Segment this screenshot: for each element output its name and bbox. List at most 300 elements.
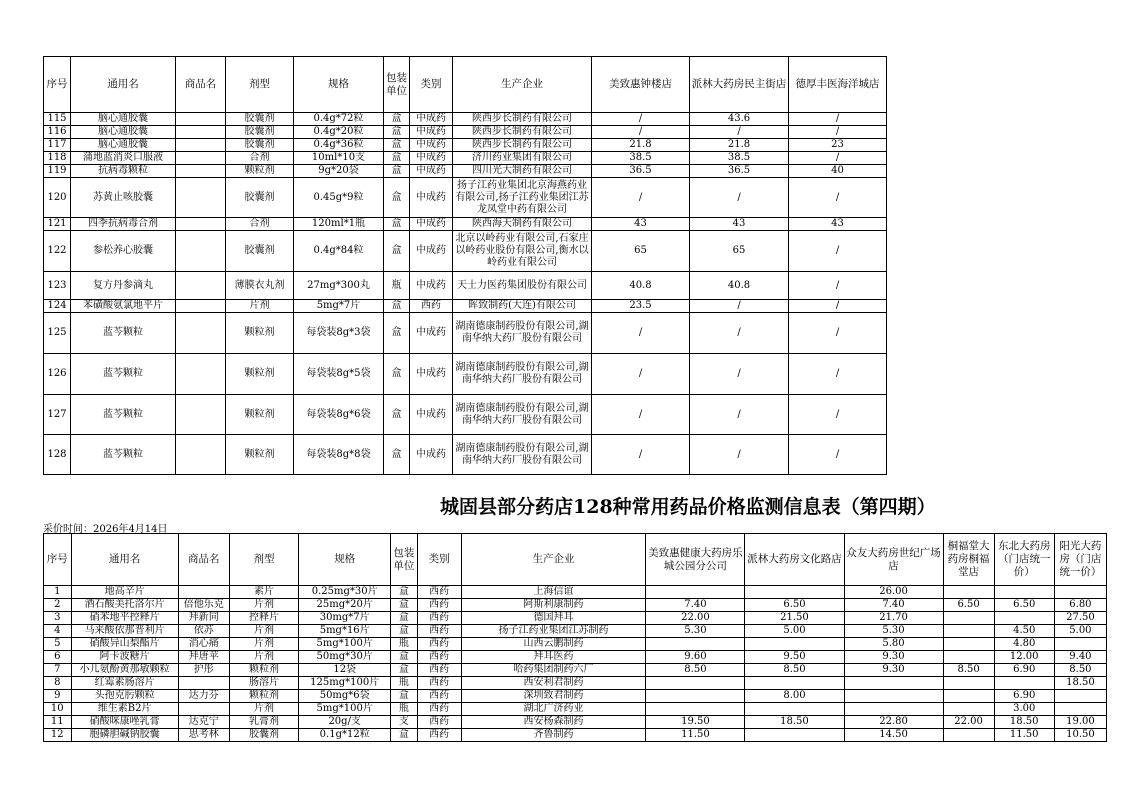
table-cell <box>943 638 994 651</box>
table-row <box>44 218 887 231</box>
table-cell: 西药 <box>410 300 453 313</box>
table-cell: 27.50 <box>1054 612 1106 625</box>
table-cell: 8.50 <box>943 664 994 677</box>
table-cell: 拜新同 <box>178 612 229 625</box>
table-cell: 西药 <box>417 625 461 638</box>
table-cell: 7.40 <box>646 599 745 612</box>
table-cell <box>943 586 994 599</box>
price-table-lower <box>43 533 1107 742</box>
table-cell: 9.30 <box>844 664 943 677</box>
table-cell: 中成药 <box>410 354 453 395</box>
table-cell: 消心痛 <box>178 638 229 651</box>
table-cell: 中成药 <box>410 139 453 152</box>
table-cell <box>994 677 1054 690</box>
table-cell <box>176 113 226 126</box>
table-cell: 颗粒剂 <box>226 165 294 178</box>
table-cell: 天士力医药集团股份有限公司 <box>453 272 592 300</box>
table-cell: 依苏 <box>178 625 229 638</box>
table-cell: 23.5 <box>592 300 690 313</box>
table-cell: 43.6 <box>690 113 789 126</box>
table-cell: 8.50 <box>1054 664 1106 677</box>
table-cell: 40 <box>789 165 887 178</box>
table-cell: 3.00 <box>994 703 1054 716</box>
table-cell <box>646 586 745 599</box>
table-cell <box>943 625 994 638</box>
table-cell: 6.80 <box>1054 599 1106 612</box>
table-cell <box>176 354 226 395</box>
table-cell: 颗粒剂 <box>226 354 294 395</box>
table-cell: 小儿氨酚黄那敏颗粒 <box>71 664 178 677</box>
table-cell: 北京以岭药业有限公司,石家庄以岭药业股份有限公司,衡水以岭药业有限公司 <box>453 231 592 272</box>
table-cell: 9 <box>44 690 72 703</box>
table-cell: / <box>789 272 887 300</box>
table-cell: 陕西步长制药有限公司 <box>453 113 592 126</box>
table-cell: 6.50 <box>994 599 1054 612</box>
table-cell <box>943 703 994 716</box>
column-header: 美致惠钟楼店 <box>592 57 690 113</box>
table-cell: 9.30 <box>844 651 943 664</box>
table-cell: / <box>789 178 887 218</box>
table-cell: 倍他乐克 <box>178 599 229 612</box>
table-cell <box>745 703 844 716</box>
table-cell: 125 <box>44 313 71 354</box>
table-cell: / <box>789 113 887 126</box>
table-cell <box>176 395 226 435</box>
table-cell <box>1054 703 1106 716</box>
table-cell: 25mg*20片 <box>299 599 391 612</box>
table-cell: 维生素B2片 <box>71 703 178 716</box>
column-header: 序号 <box>44 57 71 113</box>
table-cell: 0.45g*9粒 <box>294 178 384 218</box>
table-cell <box>994 612 1054 625</box>
table-cell: 达力芬 <box>178 690 229 703</box>
table-cell: 10.50 <box>1054 729 1106 742</box>
table-row <box>44 300 887 313</box>
table-cell: / <box>690 300 789 313</box>
column-header: 桐福堂大药房桐福堂店 <box>943 534 994 586</box>
table-cell: 43 <box>789 218 887 231</box>
table-cell: 38.5 <box>592 152 690 165</box>
table-cell: 胞磷胆碱钠胶囊 <box>71 729 178 742</box>
table-cell: 每袋装8g*3袋 <box>294 313 384 354</box>
column-header: 派林大药房民主街店 <box>690 57 789 113</box>
table-cell: 西药 <box>417 690 461 703</box>
table-cell: 片剂 <box>229 651 298 664</box>
table-cell: 胶囊剂 <box>226 139 294 152</box>
column-header: 众友大药房世纪广场店 <box>844 534 943 586</box>
table-cell: 盒 <box>384 354 410 395</box>
table-cell: 中成药 <box>410 126 453 139</box>
table-cell: / <box>789 231 887 272</box>
column-header: 阳光大药房（门店统一价） <box>1054 534 1106 586</box>
table-cell: 西药 <box>417 716 461 729</box>
table-cell: 5.00 <box>745 625 844 638</box>
column-header: 包装单位 <box>391 534 418 586</box>
table-cell <box>176 218 226 231</box>
table-cell: 脑心通胶囊 <box>71 113 176 126</box>
table-cell: 西药 <box>417 586 461 599</box>
table-cell: / <box>789 354 887 395</box>
table-cell: 65 <box>592 231 690 272</box>
table-cell: 126 <box>44 354 71 395</box>
table-cell: 控释片 <box>229 612 298 625</box>
table-row <box>44 729 1107 742</box>
table-cell: / <box>592 113 690 126</box>
table-cell: 23 <box>789 139 887 152</box>
column-header: 生产企业 <box>461 534 646 586</box>
table-cell <box>176 300 226 313</box>
table-cell: 胶囊剂 <box>226 126 294 139</box>
table-cell: / <box>690 126 789 139</box>
table-cell: 湖南德康制药股份有限公司,湖南华纳大药厂股份有限公司 <box>453 313 592 354</box>
table-cell: 薄膜衣丸剂 <box>226 272 294 300</box>
table-cell: 9.60 <box>646 651 745 664</box>
table-cell: 5.00 <box>1054 625 1106 638</box>
table-cell: 中成药 <box>410 165 453 178</box>
table-row <box>44 612 1107 625</box>
column-header: 剂型 <box>229 534 298 586</box>
table-cell: 乳膏剂 <box>229 716 298 729</box>
table-cell: 达克宁 <box>178 716 229 729</box>
table-cell: 硝酸异山梨酯片 <box>71 638 178 651</box>
table-cell: 西药 <box>417 599 461 612</box>
column-header: 派林大药房文化路店 <box>745 534 844 586</box>
table-cell: 硝酸咪康唑乳膏 <box>71 716 178 729</box>
table-cell: 盒 <box>391 729 418 742</box>
table-cell: 2 <box>44 599 72 612</box>
table-cell: 4.80 <box>994 638 1054 651</box>
table-cell <box>943 612 994 625</box>
column-header: 规格 <box>294 57 384 113</box>
table-cell: 合剂 <box>226 218 294 231</box>
table-cell: 齐鲁制药 <box>461 729 646 742</box>
table-cell: 9g*20袋 <box>294 165 384 178</box>
table-cell: 颗粒剂 <box>226 435 294 475</box>
table-cell: 西药 <box>417 664 461 677</box>
table-cell: 德国拜耳 <box>461 612 646 625</box>
table-cell: 瓶 <box>391 677 418 690</box>
table-cell: 38.5 <box>690 152 789 165</box>
table-cell: 盒 <box>384 231 410 272</box>
table-cell: 40.8 <box>592 272 690 300</box>
table-cell: 西药 <box>417 703 461 716</box>
table-cell <box>646 638 745 651</box>
table-cell <box>943 651 994 664</box>
table-cell: 43 <box>690 218 789 231</box>
table-cell: 12 <box>44 729 72 742</box>
table-body <box>44 113 887 475</box>
table-cell: 颗粒剂 <box>229 690 298 703</box>
table-cell: 胶囊剂 <box>229 729 298 742</box>
table-cell: 50mg*30片 <box>299 651 391 664</box>
table-cell: 片剂 <box>229 599 298 612</box>
table-cell: 陕西步长制药有限公司 <box>453 139 592 152</box>
table-row <box>44 677 1107 690</box>
table-cell: 蓝芩颗粒 <box>71 435 176 475</box>
table-cell: 西药 <box>417 729 461 742</box>
table-cell: 盒 <box>391 690 418 703</box>
table-cell: 扬子江药业集团北京海燕药业有限公司,扬子江药业集团江苏龙凤堂中药有限公司 <box>453 178 592 218</box>
table-cell: 18.50 <box>745 716 844 729</box>
table-cell: 118 <box>44 152 71 165</box>
table-cell: 5.30 <box>844 625 943 638</box>
table-cell <box>745 638 844 651</box>
table-cell: 复方丹参滴丸 <box>71 272 176 300</box>
table-cell <box>178 586 229 599</box>
table-cell: 四季抗病毒合剂 <box>71 218 176 231</box>
table-cell <box>1054 638 1106 651</box>
table-cell: 片剂 <box>226 300 294 313</box>
table-cell: 盒 <box>384 152 410 165</box>
table-cell: 西安利君制药 <box>461 677 646 690</box>
table-cell: 43 <box>592 218 690 231</box>
table-row <box>44 272 887 300</box>
column-header: 包装单位 <box>384 57 410 113</box>
table-cell: 济川药业集团有限公司 <box>453 152 592 165</box>
column-header: 生产企业 <box>453 57 592 113</box>
table-cell: / <box>690 313 789 354</box>
table-cell <box>943 729 994 742</box>
table-cell: 21.70 <box>844 612 943 625</box>
sample-time: 采价时间：2026年4月14日 <box>43 524 168 535</box>
table-row <box>44 599 1107 612</box>
table-row <box>44 638 1107 651</box>
table-cell: 36.5 <box>690 165 789 178</box>
table-cell: 124 <box>44 300 71 313</box>
table-cell: 6.50 <box>745 599 844 612</box>
table-cell: 5mg*7片 <box>294 300 384 313</box>
table-cell: 4.50 <box>994 625 1054 638</box>
table-cell: 片剂 <box>229 625 298 638</box>
table-cell: / <box>789 126 887 139</box>
table-cell: 7 <box>44 664 72 677</box>
table-cell: 27mg*300丸 <box>294 272 384 300</box>
table-cell: / <box>789 300 887 313</box>
table-cell: 中成药 <box>410 272 453 300</box>
table-cell: 胶囊剂 <box>226 231 294 272</box>
table-cell: 盒 <box>391 599 418 612</box>
table-cell: 12袋 <box>299 664 391 677</box>
table-cell <box>943 677 994 690</box>
table-cell: 蓝芩颗粒 <box>71 354 176 395</box>
table-cell: 8 <box>44 677 72 690</box>
table-cell: 0.4g*20粒 <box>294 126 384 139</box>
column-header: 规格 <box>299 534 391 586</box>
table-cell: 6.90 <box>994 690 1054 703</box>
column-header: 类别 <box>410 57 453 113</box>
table-cell <box>745 729 844 742</box>
table-cell <box>844 690 943 703</box>
table-row <box>44 126 887 139</box>
table-cell: 盒 <box>384 113 410 126</box>
table-cell: 6.90 <box>994 664 1054 677</box>
table-row <box>44 586 1107 599</box>
table-cell: 酒石酸美托洛尔片 <box>71 599 178 612</box>
table-cell: 40.8 <box>690 272 789 300</box>
table-row <box>44 178 887 218</box>
table-cell <box>745 586 844 599</box>
table-cell: 片剂 <box>229 638 298 651</box>
column-header: 美致惠健康大药房乐城公园分公司 <box>646 534 745 586</box>
table-cell: 拜耳医药 <box>461 651 646 664</box>
table-cell: 上海信谊 <box>461 586 646 599</box>
table-cell: / <box>592 435 690 475</box>
table-cell: 中成药 <box>410 113 453 126</box>
table-cell <box>176 152 226 165</box>
table-cell <box>1054 586 1106 599</box>
table-cell: 21.50 <box>745 612 844 625</box>
table-cell: 0.25mg*30片 <box>299 586 391 599</box>
table-header-row <box>44 534 1107 586</box>
table-row <box>44 435 887 475</box>
table-cell: 湖南德康制药股份有限公司,湖南华纳大药厂股份有限公司 <box>453 395 592 435</box>
table-cell: 11.50 <box>994 729 1054 742</box>
table-cell: 蒲地蓝消炎口服液 <box>71 152 176 165</box>
table-cell: 西药 <box>417 677 461 690</box>
table-row <box>44 651 1107 664</box>
table-cell: 125mg*100片 <box>299 677 391 690</box>
table-cell: 115 <box>44 113 71 126</box>
column-header: 剂型 <box>226 57 294 113</box>
table-cell <box>176 165 226 178</box>
table-cell: 10ml*10支 <box>294 152 384 165</box>
table-cell: 陕西步长制药有限公司 <box>453 126 592 139</box>
table-cell: 6.50 <box>943 599 994 612</box>
table-cell: 瓶 <box>391 703 418 716</box>
table-cell <box>176 313 226 354</box>
table-cell: / <box>592 354 690 395</box>
table-cell: 盒 <box>391 651 418 664</box>
table-cell: 盒 <box>384 165 410 178</box>
table-cell: 5 <box>44 638 72 651</box>
table-cell: 3 <box>44 612 72 625</box>
table-cell: 苯磺酸氨氯地平片 <box>71 300 176 313</box>
table-cell: 盒 <box>384 313 410 354</box>
table-cell: 陕西海天制药有限公司 <box>453 218 592 231</box>
table-row <box>44 231 887 272</box>
table-cell <box>176 139 226 152</box>
table-cell <box>646 690 745 703</box>
table-cell: 中成药 <box>410 231 453 272</box>
table-cell: 119 <box>44 165 71 178</box>
table-cell: 0.4g*72粒 <box>294 113 384 126</box>
table-cell: 4 <box>44 625 72 638</box>
table-cell: 120ml*1瓶 <box>294 218 384 231</box>
table-cell: 深圳致君制药 <box>461 690 646 703</box>
table-cell: 盒 <box>384 435 410 475</box>
table-cell: / <box>690 354 789 395</box>
table-cell: 20g/支 <box>299 716 391 729</box>
table-cell: 117 <box>44 139 71 152</box>
table-cell: 5mg*100片 <box>299 703 391 716</box>
table-row <box>44 690 1107 703</box>
table-cell <box>943 690 994 703</box>
column-header: 类别 <box>417 534 461 586</box>
table-row <box>44 113 887 126</box>
table-cell: 11.50 <box>646 729 745 742</box>
table-header-row <box>44 57 887 113</box>
table-cell: 9.40 <box>1054 651 1106 664</box>
column-header: 通用名 <box>71 534 178 586</box>
table-cell: 8.00 <box>745 690 844 703</box>
table-cell: 盒 <box>391 586 418 599</box>
table-row <box>44 139 887 152</box>
table-cell: 0.4g*84粒 <box>294 231 384 272</box>
table-row <box>44 703 1107 716</box>
table-cell: 19.50 <box>646 716 745 729</box>
table-cell <box>176 272 226 300</box>
table-cell: 瓶 <box>384 272 410 300</box>
table-cell <box>178 677 229 690</box>
table-cell: 脑心通胶囊 <box>71 139 176 152</box>
table-cell: 中成药 <box>410 178 453 218</box>
table-body <box>44 586 1107 742</box>
table-cell: / <box>592 178 690 218</box>
table-cell: 脑心通胶囊 <box>71 126 176 139</box>
table-cell: 0.4g*36粒 <box>294 139 384 152</box>
table-cell: 盒 <box>384 178 410 218</box>
table-cell: 121 <box>44 218 71 231</box>
table-row <box>44 716 1107 729</box>
table-cell: 5.30 <box>646 625 745 638</box>
table-cell: 21.8 <box>592 139 690 152</box>
table-cell: 盒 <box>384 218 410 231</box>
table-cell: 30mg*7片 <box>299 612 391 625</box>
price-table-upper <box>43 56 887 475</box>
table-cell: 盒 <box>384 300 410 313</box>
table-cell <box>1054 690 1106 703</box>
table-cell: / <box>690 178 789 218</box>
table-cell: 西药 <box>417 638 461 651</box>
table-cell <box>646 703 745 716</box>
table-cell: 18.50 <box>994 716 1054 729</box>
table-row <box>44 152 887 165</box>
page-title: 城固县部分药店128种常用药品价格监测信息表（第四期） <box>440 496 936 518</box>
table-cell: 12.00 <box>994 651 1054 664</box>
table-cell: / <box>592 126 690 139</box>
table-cell <box>844 677 943 690</box>
table-cell: 瓶 <box>391 638 418 651</box>
column-header: 商品名 <box>176 57 226 113</box>
table-cell: / <box>690 435 789 475</box>
table-cell <box>646 677 745 690</box>
table-cell: 10 <box>44 703 72 716</box>
table-cell <box>994 586 1054 599</box>
table-cell: 116 <box>44 126 71 139</box>
table-cell: 阿斯利康制药 <box>461 599 646 612</box>
table-cell <box>844 703 943 716</box>
table-cell: 21.8 <box>690 139 789 152</box>
table-cell: 西药 <box>417 651 461 664</box>
table-cell: 头孢克肟颗粒 <box>71 690 178 703</box>
table-cell: 蓝芩颗粒 <box>71 395 176 435</box>
table-cell: 苏黄止咳胶囊 <box>71 178 176 218</box>
table-cell: 素片 <box>229 586 298 599</box>
table-cell: 红霉素肠溶片 <box>71 677 178 690</box>
table-row <box>44 395 887 435</box>
table-cell: 哈药集团制药六厂 <box>461 664 646 677</box>
table-cell: 每袋装8g*6袋 <box>294 395 384 435</box>
table-cell: 中成药 <box>410 435 453 475</box>
table-cell: 颗粒剂 <box>229 664 298 677</box>
table-row <box>44 354 887 395</box>
table-cell: 胶囊剂 <box>226 113 294 126</box>
table-cell: 四川光大制药有限公司 <box>453 165 592 178</box>
table-cell: / <box>789 435 887 475</box>
table-cell: 123 <box>44 272 71 300</box>
table-cell: / <box>789 395 887 435</box>
table-cell: 西药 <box>417 612 461 625</box>
